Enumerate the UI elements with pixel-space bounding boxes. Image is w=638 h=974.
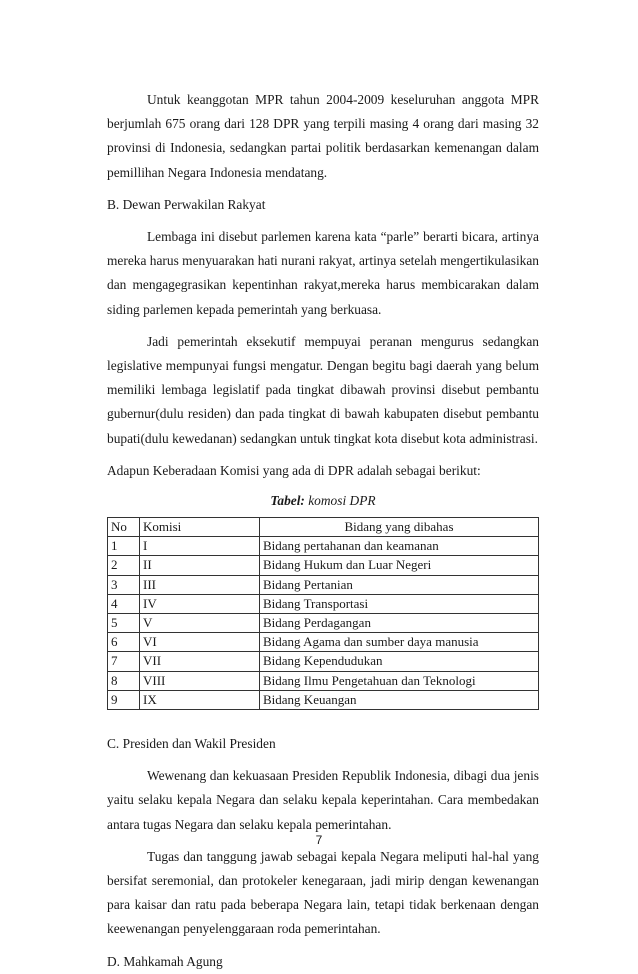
cell-no: 3 (108, 575, 140, 594)
cell-bidang: Bidang Transportasi (260, 594, 539, 613)
paragraph-komisi-intro: Adapun Keberadaan Komisi yang ada di DPR adalah sebagai berikut: (107, 462, 481, 478)
table-row (108, 652, 539, 671)
page-number: 7 (315, 833, 323, 847)
header-bidang: Bidang yang dibahas (260, 518, 539, 537)
spacer (107, 185, 539, 193)
section-heading-mahkamah-agung: D. Mahkamah Agung (107, 953, 223, 969)
cell-no: 1 (108, 537, 140, 556)
table-row (108, 575, 539, 594)
table-caption-text: komosi DPR (304, 493, 376, 509)
cell-no: 2 (108, 556, 140, 575)
table-row (108, 537, 539, 556)
table-header-row (108, 518, 539, 537)
cell-komisi: V (140, 613, 260, 632)
paragraph-eksekutif-legislatif: Jadi pemerintah eksekutif mempuyai peranan mengurus sedangkan legislative mempunyai fungsi mengatur. Dengan begitu bagi daerah yang belum memiliki lembaga legislatif pada tingkat dibawah provinsi disebut pembantu gubernur(dulu residen) dan pada tingkat di bawah kabupaten disebut pembantu bupati(dulu kewedanan) sedangkan untuk tingkat kota disebut kota administrasi. (107, 333, 539, 446)
cell-no: 9 (108, 690, 140, 709)
table-row (108, 556, 539, 575)
section-heading-presiden: C. Presiden dan Wakil Presiden (107, 735, 276, 751)
komisi-table (107, 517, 539, 710)
paragraph-wewenang-presiden: Wewenang dan kekuasaan Presiden Republik Indonesia, dibagi dua jenis yaitu selaku kepala Negara dan selaku kepala keperintahan. Cara membedakan antara tugas Negara dan selaku kepala pemerintahan. (107, 768, 539, 832)
cell-no: 4 (108, 594, 140, 613)
table-caption (107, 489, 539, 513)
paragraph-parlemen: Lembaga ini disebut parlemen karena kata “parle” berarti bicara, artinya mereka harus menyuarakan hati nurani rakyat, artinya setelah mengertikulasikan dan mengagegrasikan kepentinhan rakyat,mereka harus membicarakan dalam siding parlemen kepada pemerintah yang berkuasa. (107, 229, 539, 317)
paragraph-tugas-kepala-negara: Tugas dan tanggung jawab sebagai kepala Negara meliputi hal-hal yang bersifat seremonial, dan protokeler kenegaraan, jadi mirip dengan kewenangan para kaisar dan ratu pada beberapa Negara lain, tetapi tidak berkenaan dengan keewenangan penyelenggaraan roda pemerintahan. (107, 848, 539, 937)
cell-komisi: I (140, 537, 260, 556)
cell-bidang: Bidang Ilmu Pengetahuan dan Teknologi (260, 671, 539, 690)
cell-komisi: IX (140, 690, 260, 709)
cell-komisi: IV (140, 594, 260, 613)
table-row (108, 671, 539, 690)
cell-bidang: Bidang Kependudukan (260, 652, 539, 671)
table-caption-label: Tabel: (270, 493, 305, 509)
cell-bidang: Bidang Agama dan sumber daya manusia (260, 633, 539, 652)
cell-bidang: Bidang Pertanian (260, 575, 539, 594)
spacer (107, 217, 539, 225)
cell-komisi: III (140, 575, 260, 594)
cell-bidang: Bidang pertahanan dan keamanan (260, 537, 539, 556)
cell-bidang: Bidang Keuangan (260, 690, 539, 709)
cell-no: 8 (108, 671, 140, 690)
cell-no: 5 (108, 613, 140, 632)
spacer (107, 322, 539, 330)
spacer (107, 451, 539, 459)
header-komisi: Komisi (140, 518, 260, 537)
header-no: No (108, 518, 140, 537)
cell-bidang: Bidang Perdagangan (260, 613, 539, 632)
spacer (107, 756, 539, 764)
cell-bidang: Bidang Hukum dan Luar Negeri (260, 556, 539, 575)
cell-komisi: VII (140, 652, 260, 671)
spacer (107, 710, 539, 732)
table-row (108, 594, 539, 613)
cell-komisi: VI (140, 633, 260, 652)
cell-komisi: II (140, 556, 260, 575)
cell-no: 6 (108, 633, 140, 652)
table-row (108, 633, 539, 652)
table-row (108, 613, 539, 632)
cell-no: 7 (108, 652, 140, 671)
paragraph-mpr-membership: Untuk keanggotan MPR tahun 2004-2009 keseluruhan anggota MPR berjumlah 675 orang dari 128 DPR yang terpili masing 4 orang dari masing 32 provinsi di Indonesia, sedangkan partai politik berdasarkan kemenangan dalam pemillihan Negara Indonesia mendatang. (107, 92, 539, 180)
spacer (107, 942, 539, 950)
section-heading-dpr: B. Dewan Perwakilan Rakyat (107, 196, 266, 212)
table-row (108, 690, 539, 709)
cell-komisi: VIII (140, 671, 260, 690)
